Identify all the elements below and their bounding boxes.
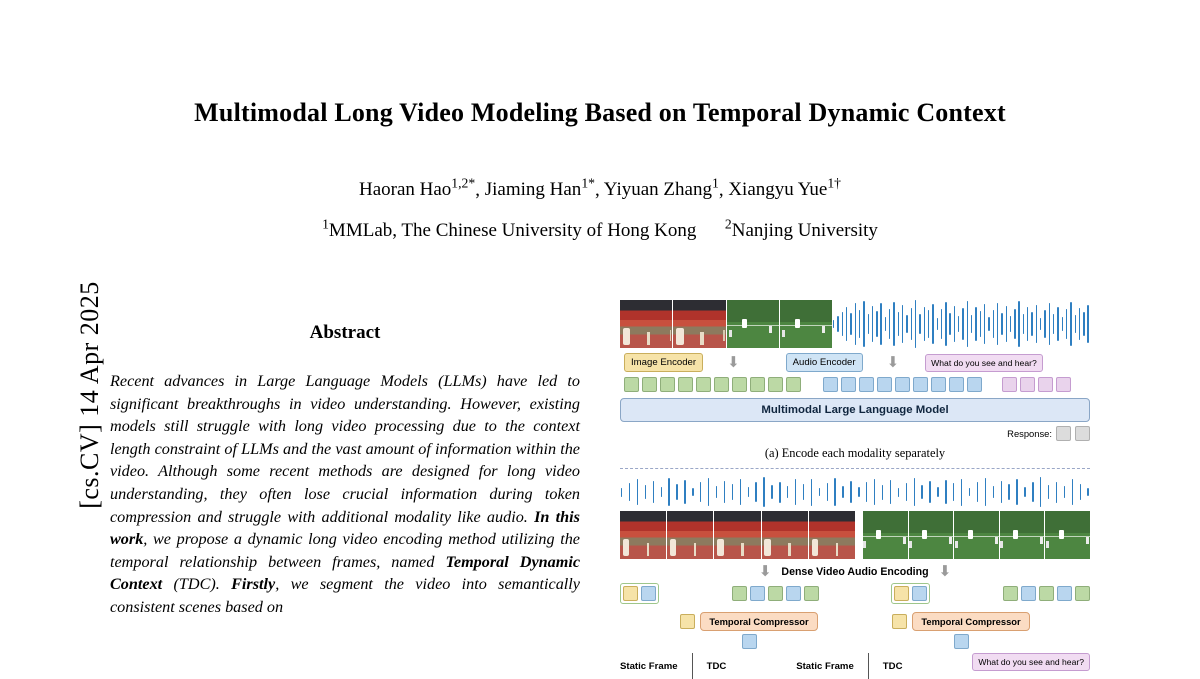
figure-panel-a bbox=[620, 300, 1090, 461]
visual-token bbox=[714, 377, 729, 392]
downward-arrow-icon: ⬇ bbox=[758, 562, 772, 580]
figure-panel-divider bbox=[620, 468, 1090, 469]
visual-token bbox=[768, 586, 783, 601]
label-separator bbox=[868, 653, 869, 679]
video-frame bbox=[809, 511, 855, 559]
author-3: Yiyuan Zhang$^1$ bbox=[603, 176, 719, 201]
downward-arrow-icon: ⬇ bbox=[727, 353, 740, 371]
video-frame bbox=[673, 300, 726, 348]
text-token bbox=[1056, 377, 1071, 392]
scene-2-labels bbox=[796, 653, 902, 679]
scene-1-token-group bbox=[620, 583, 659, 604]
video-frame bbox=[780, 300, 832, 348]
compressor-2-row bbox=[866, 612, 1056, 631]
visual-token bbox=[642, 377, 657, 392]
static-frame-label: Static Frame bbox=[620, 660, 678, 672]
author-list: Haoran Hao$^{1,2*}$, Jiaming Han$^{1*}$, Yiyuan Zhang$^1$, Xiangyu Yue$^{1\dagger}$ bbox=[358, 176, 842, 201]
audio-token bbox=[949, 377, 964, 392]
response-label: Response: bbox=[1007, 428, 1052, 439]
compressor-2-token-row bbox=[866, 634, 1056, 649]
text-token bbox=[1038, 377, 1053, 392]
audio-token bbox=[913, 377, 928, 392]
arxiv-identifier-stamp: [cs.CV] 14 Apr 2025 bbox=[75, 281, 104, 509]
audio-token bbox=[742, 634, 757, 649]
panel-a-encoder-row bbox=[620, 353, 1090, 372]
tdc-label: TDC bbox=[706, 660, 727, 672]
downward-arrow-icon: ⬇ bbox=[938, 562, 952, 580]
author-2: Jiaming Han$^{1*}$ bbox=[484, 176, 595, 201]
panel-a-token-row bbox=[620, 377, 1090, 392]
audio-token bbox=[954, 634, 969, 649]
waveform-bars bbox=[832, 300, 1090, 348]
abstract-seg-2: , we propose a dynamic long video encoding method utilizing the temporal relationship between frames, named bbox=[110, 530, 580, 571]
temporal-compressor-box[interactable]: Temporal Compressor bbox=[700, 612, 817, 631]
video-frame bbox=[954, 511, 1000, 559]
visual-token bbox=[696, 377, 711, 392]
compressor-row bbox=[620, 612, 1090, 649]
video-frame bbox=[620, 300, 673, 348]
audio-token bbox=[750, 586, 765, 601]
abstract-seg-1: In this work bbox=[110, 507, 580, 549]
visual-token bbox=[678, 377, 693, 392]
video-frame bbox=[1000, 511, 1046, 559]
waveform-bars bbox=[620, 477, 1090, 507]
scene-2-rest-tokens bbox=[1003, 586, 1090, 601]
visual-token bbox=[786, 377, 801, 392]
visual-token bbox=[750, 377, 765, 392]
video-frame bbox=[714, 511, 761, 559]
audio-token bbox=[1057, 586, 1072, 601]
visual-token bbox=[1003, 586, 1018, 601]
visual-token bbox=[624, 377, 639, 392]
affiliation-list bbox=[0, 217, 1200, 242]
panel-a-response-row bbox=[620, 426, 1090, 441]
figure-panel-b bbox=[620, 477, 1090, 679]
abstract-seg-6: , we segment the video into semantically consistent scenes based on bbox=[110, 575, 580, 616]
response-token bbox=[1075, 426, 1090, 441]
scene-2-frames bbox=[863, 511, 1090, 559]
teaser-figure bbox=[620, 300, 1090, 679]
scene-1-labels bbox=[620, 653, 726, 679]
audio-token bbox=[859, 377, 874, 392]
audio-encoder-box[interactable]: Audio Encoder bbox=[786, 353, 863, 372]
label-separator bbox=[692, 653, 693, 679]
long-audio-waveform bbox=[620, 477, 1090, 507]
static-frame-token bbox=[623, 586, 638, 601]
scene-1-frames bbox=[620, 511, 855, 559]
scene-2-compressor-group bbox=[866, 612, 1056, 649]
dense-encoding-label: Dense Video Audio Encoding bbox=[781, 565, 929, 578]
audio-token bbox=[931, 377, 946, 392]
dense-video-audio-encoding-row bbox=[620, 564, 1090, 579]
visual-token bbox=[732, 377, 747, 392]
static-frame-token bbox=[894, 586, 909, 601]
scene-1-rest-tokens bbox=[732, 586, 819, 601]
abstract-seg-0: Recent advances in Large Language Models (LLMs) have led to significant breakthroughs in video understanding. However, existing models still struggle with long video processing due to the context length constraint of LLMs and the vast amount of information within the video. Although some recent methods are designed for long video understanding, they often lose crucial information during token compression and struggle with additional modality like audio. bbox=[110, 372, 580, 526]
audio-token bbox=[786, 586, 801, 601]
scene-2-token-group bbox=[891, 583, 930, 604]
multimodal-llm-box[interactable]: Multimodal Large Language Model bbox=[620, 398, 1090, 422]
compressor-1-row bbox=[654, 612, 844, 631]
affiliation-1: $^1$MMLab, The Chinese University of Hong Kong bbox=[322, 217, 697, 242]
panel-a-media-row bbox=[620, 300, 1090, 348]
temporal-compressor-box[interactable]: Temporal Compressor bbox=[912, 612, 1029, 631]
user-question-bubble[interactable]: What do you see and hear? bbox=[972, 653, 1090, 671]
visual-token bbox=[732, 586, 747, 601]
video-frame bbox=[863, 511, 909, 559]
author-1: Haoran Hao$^{1,2*}$ bbox=[358, 176, 476, 201]
visual-token bbox=[660, 377, 675, 392]
affiliation-2: $^2$Nanjing University bbox=[724, 217, 878, 242]
audio-token bbox=[823, 377, 838, 392]
static-frame-label: Static Frame bbox=[796, 660, 854, 672]
panel-b-token-row bbox=[620, 583, 1090, 604]
video-frame bbox=[1045, 511, 1090, 559]
scene-1-compressor-group bbox=[654, 612, 844, 649]
compressor-1-token-row bbox=[654, 634, 844, 649]
video-frame bbox=[727, 300, 780, 348]
image-encoder-box[interactable]: Image Encoder bbox=[624, 353, 703, 372]
response-token bbox=[1056, 426, 1071, 441]
downward-arrow-icon: ⬇ bbox=[886, 353, 900, 371]
audio-waveform bbox=[832, 300, 1090, 348]
audio-token-group bbox=[823, 377, 982, 392]
abstract-seg-5: Firstly bbox=[231, 575, 276, 594]
text-token bbox=[1002, 377, 1017, 392]
text-token bbox=[1020, 377, 1035, 392]
static-frame-token bbox=[680, 614, 695, 629]
abstract-seg-3: Temporal Dynamic Context bbox=[110, 552, 580, 594]
video-frame bbox=[667, 511, 714, 559]
audio-token bbox=[967, 377, 982, 392]
audio-token bbox=[877, 377, 892, 392]
video-frame bbox=[762, 511, 809, 559]
audio-token bbox=[641, 586, 656, 601]
figure-caption-a: (a) Encode each modality separately bbox=[764, 446, 946, 460]
text-token-group bbox=[1002, 377, 1071, 392]
visual-token bbox=[768, 377, 783, 392]
visual-token-group bbox=[624, 377, 801, 392]
panel-b-bottom-labels bbox=[620, 653, 1090, 679]
tdc-label: TDC bbox=[882, 660, 903, 672]
visual-token bbox=[1075, 586, 1090, 601]
user-question-bubble[interactable]: What do you see and hear? bbox=[925, 354, 1043, 372]
audio-token bbox=[841, 377, 856, 392]
audio-token bbox=[912, 586, 927, 601]
video-frame bbox=[620, 511, 667, 559]
video-frame-strip bbox=[620, 300, 832, 348]
abstract-text bbox=[110, 370, 580, 619]
audio-token bbox=[895, 377, 910, 392]
abstract-seg-4: (TDC). bbox=[162, 575, 232, 594]
visual-token bbox=[1039, 586, 1054, 601]
static-frame-token bbox=[892, 614, 907, 629]
dense-frame-strip bbox=[620, 511, 1090, 559]
visual-token bbox=[804, 586, 819, 601]
abstract-heading: Abstract bbox=[309, 322, 381, 343]
page-title: Multimodal Long Video Modeling Based on Temporal Dynamic Context bbox=[194, 98, 1006, 127]
audio-token bbox=[1021, 586, 1036, 601]
author-4: Xiangyu Yue$^{1\dagger}$ bbox=[728, 176, 842, 201]
video-frame bbox=[909, 511, 955, 559]
